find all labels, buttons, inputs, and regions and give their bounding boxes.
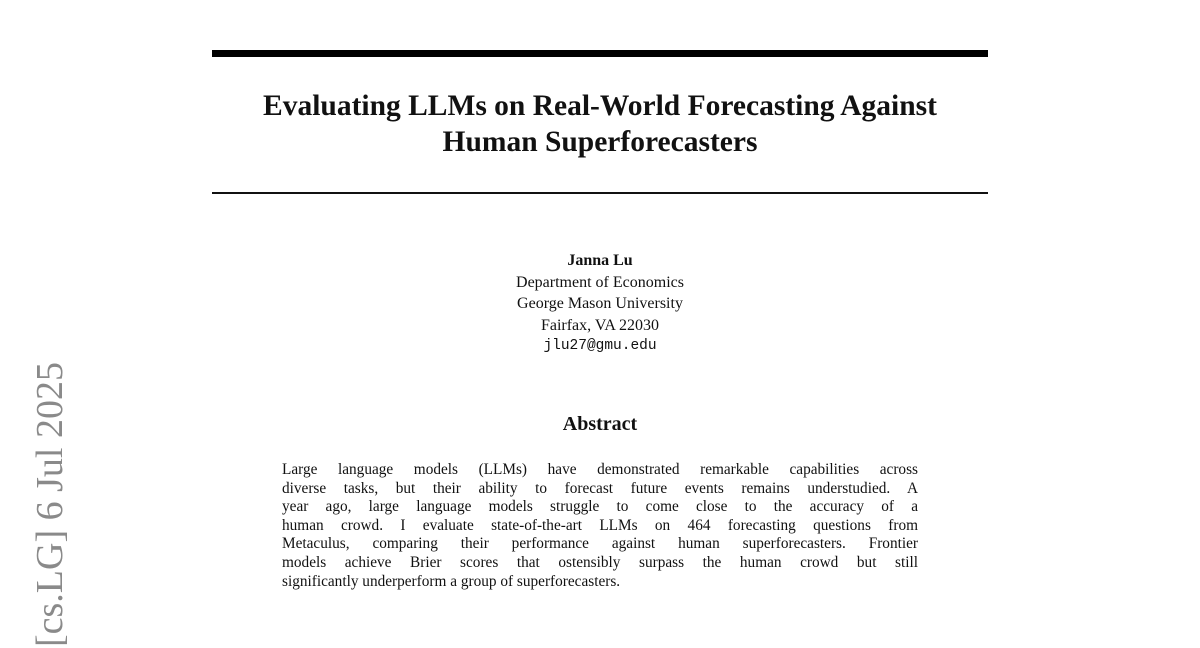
author-department: Department of Economics: [516, 273, 684, 291]
paper-title: [212, 88, 988, 160]
abstract-line-5: Metaculus, comparing their performance against human superforecasters. Frontier: [282, 535, 918, 553]
arxiv-stamp: [28, 347, 72, 647]
author-block: [400, 250, 800, 358]
abstract-line-2: diverse tasks, but their ability to forecast future events remains understudied. A: [282, 479, 918, 497]
author-name: Janna Lu: [567, 252, 633, 269]
abstract-line-6: models achieve Brier scores that ostensibly surpass the human crowd but still: [282, 553, 918, 571]
paper-title-line-1: Evaluating LLMs on Real-World Forecasting Against: [263, 90, 937, 122]
arxiv-stamp-text: [cs.LG] 6 Jul 2025: [29, 362, 71, 647]
author-university: George Mason University: [517, 295, 683, 312]
abstract-line-3: year ago, large language models struggle to come close to the accuracy of a: [282, 498, 918, 516]
abstract-body: [282, 461, 918, 591]
paper-title-line-2: Human Superforecasters: [442, 126, 758, 158]
abstract-line-7: significantly underperform a group of superforecasters.: [282, 572, 621, 590]
title-bottom-rule: [212, 192, 988, 194]
abstract-line-1: Large language models (LLMs) have demonstrated remarkable capabilities across: [282, 461, 918, 478]
author-location: Fairfax, VA 22030: [540, 316, 660, 334]
abstract-line-4: human crowd. I evaluate state-of-the-art LLMs on 464 forecasting questions from: [282, 516, 918, 534]
title-top-rule: [212, 50, 988, 57]
author-email: jlu27@gmu.edu: [543, 338, 657, 354]
abstract-heading: Abstract: [562, 413, 638, 435]
